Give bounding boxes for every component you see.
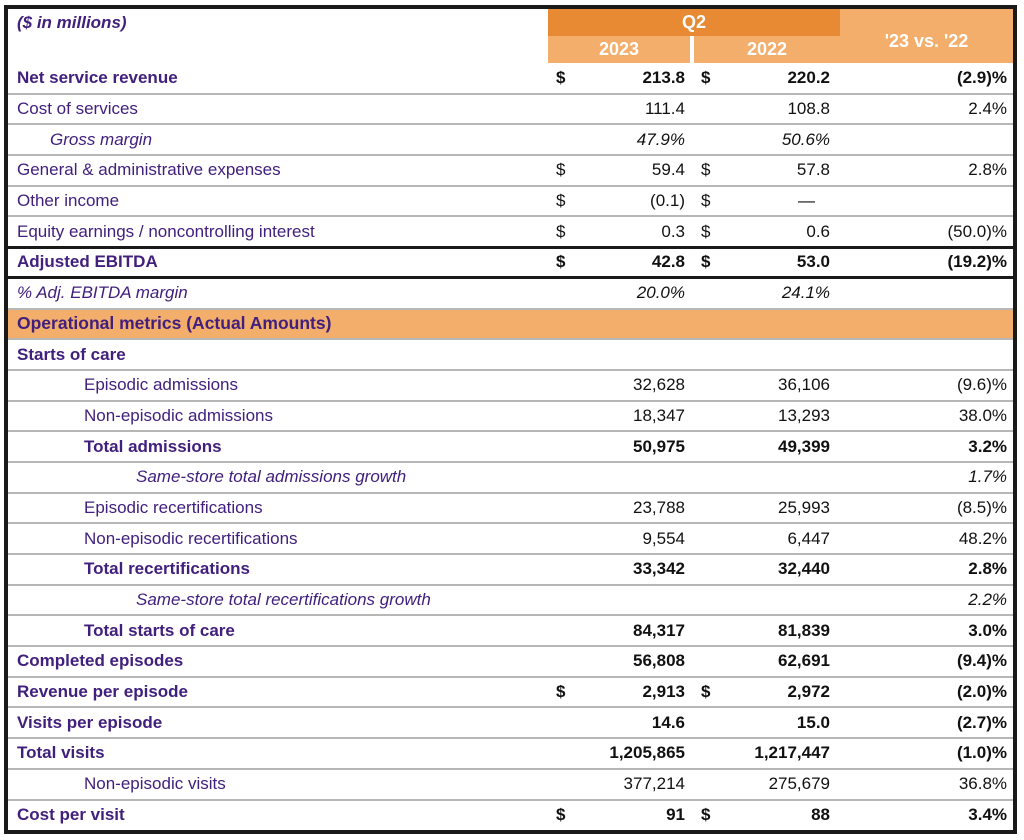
- units-note: ($ in millions): [8, 9, 548, 36]
- value-2023: 23,788: [633, 497, 685, 517]
- value-2022-cell: [692, 186, 840, 217]
- value-2022-cell: [692, 124, 840, 155]
- value-2022: 25,993: [778, 497, 831, 517]
- change-value: 3.4%: [968, 805, 1008, 825]
- dollar-sign: $: [701, 160, 711, 180]
- value-2022-cell: [692, 800, 840, 831]
- value-2022-cell: [692, 523, 840, 554]
- value-2022-cell: [692, 707, 840, 738]
- value-2022-cell: [692, 493, 840, 524]
- row-label: Same-store total recertifications growth: [136, 590, 431, 610]
- change-value: (19.2)%: [947, 252, 1008, 272]
- value-2023: 9,554: [642, 528, 685, 548]
- value-2023: 111.4: [644, 99, 685, 119]
- dollar-sign: $: [701, 191, 711, 211]
- header-spacer: [8, 36, 548, 63]
- value-2023: 20.0%: [636, 283, 685, 303]
- value-2023-cell: [548, 124, 692, 155]
- change-value: (9.6)%: [956, 375, 1008, 395]
- change-value: [840, 339, 1013, 370]
- dollar-sign: $: [556, 67, 566, 87]
- table-row: [8, 339, 1013, 370]
- year-2023-header: 2023: [548, 36, 692, 63]
- change-value: [840, 186, 1013, 217]
- value-2022-cell: [692, 585, 840, 616]
- value-2022: 88: [811, 805, 831, 825]
- year-2022-header: 2022: [692, 36, 840, 63]
- row-label: Completed episodes: [17, 651, 184, 671]
- value-2022-cell: [692, 615, 840, 646]
- value-2023-cell: [548, 493, 692, 524]
- value-2022-cell: [692, 278, 840, 309]
- dollar-sign: $: [556, 252, 566, 272]
- value-2022-cell: [692, 646, 840, 677]
- value-2022: 6,447: [787, 528, 831, 548]
- table-row: [8, 646, 1013, 677]
- value-2023-cell: [548, 707, 692, 738]
- row-label: Non-episodic visits: [84, 774, 226, 794]
- value-2023: (0.1): [650, 191, 685, 211]
- table-row: [8, 278, 1013, 309]
- table-row: [8, 769, 1013, 800]
- value-2023-cell: [548, 585, 692, 616]
- table-row: [8, 401, 1013, 432]
- row-label: Cost of services: [17, 99, 138, 119]
- value-2022-cell: [692, 370, 840, 401]
- row-label: Starts of care: [17, 344, 126, 364]
- value-2022-cell: [692, 554, 840, 585]
- value-2022-cell: [692, 677, 840, 708]
- section-header: Operational metrics (Actual Amounts): [8, 309, 1013, 340]
- change-value: (2.9)%: [956, 67, 1008, 87]
- change-value: (2.7)%: [956, 712, 1008, 732]
- change-value: 1.7%: [968, 467, 1008, 487]
- change-value: [840, 278, 1013, 309]
- value-2023: 42.8: [651, 252, 685, 272]
- value-2022-cell: [692, 738, 840, 769]
- table-row: [8, 462, 1013, 493]
- row-label: General & administrative expenses: [17, 160, 281, 180]
- row-label: Cost per visit: [17, 805, 125, 825]
- value-2022: —: [798, 191, 816, 211]
- value-2022: 53.0: [796, 252, 831, 272]
- value-2022: 24.1%: [781, 283, 831, 303]
- table-row: [8, 493, 1013, 524]
- value-2022-cell: [692, 63, 840, 94]
- value-2023-cell: [548, 646, 692, 677]
- value-2023: 14.6: [651, 712, 685, 732]
- table-row: [8, 585, 1013, 616]
- value-2023-cell: [548, 186, 692, 217]
- value-2023-cell: [548, 278, 692, 309]
- table-row: [8, 124, 1013, 155]
- row-label: Net service revenue: [17, 67, 178, 87]
- value-2023-cell: [548, 155, 692, 186]
- change-value: (2.0)%: [956, 682, 1008, 702]
- row-label: % Adj. EBITDA margin: [17, 283, 188, 303]
- table-row: [8, 94, 1013, 125]
- value-2022-cell: [692, 216, 840, 247]
- row-label: Other income: [17, 191, 120, 211]
- row-label: Total visits: [17, 743, 105, 763]
- table-body: [8, 63, 1013, 830]
- value-2022: 15.0: [796, 712, 831, 732]
- financial-table: [4, 5, 1017, 834]
- value-2022: 108.8: [787, 99, 831, 119]
- change-value: (8.5)%: [956, 497, 1008, 517]
- table-row: [8, 216, 1013, 247]
- value-2023-cell: [548, 523, 692, 554]
- value-2023: 32,628: [633, 375, 685, 395]
- table-row: [8, 63, 1013, 94]
- change-value: 36.8%: [958, 774, 1008, 794]
- value-2023-cell: [548, 800, 692, 831]
- change-value: 3.0%: [968, 620, 1008, 640]
- row-label: Episodic admissions: [84, 375, 239, 395]
- value-2022-cell: [692, 339, 840, 370]
- row-label: Revenue per episode: [17, 682, 189, 702]
- value-2023-cell: [548, 462, 692, 493]
- value-2022: 57.8: [796, 160, 831, 180]
- value-2022-cell: [692, 94, 840, 125]
- change-column-header: '23 vs. '22: [840, 9, 1013, 63]
- table-row: [8, 186, 1013, 217]
- value-2023: 56,808: [633, 651, 685, 671]
- value-2023-cell: [548, 216, 692, 247]
- value-2022: 275,679: [768, 774, 831, 794]
- dollar-sign: $: [556, 805, 566, 825]
- value-2023: 59.4: [651, 160, 685, 180]
- row-label: Episodic recertifications: [84, 497, 263, 517]
- row-label: Non-episodic recertifications: [84, 528, 298, 548]
- change-value: 2.4%: [968, 99, 1008, 119]
- row-label: Equity earnings / noncontrolling interest: [17, 221, 315, 241]
- dollar-sign: $: [701, 221, 711, 241]
- value-2022: 0.6: [806, 221, 831, 241]
- row-label: Gross margin: [50, 129, 153, 149]
- value-2023: 47.9%: [636, 129, 685, 149]
- table-row: [8, 800, 1013, 831]
- change-value: (50.0)%: [947, 221, 1008, 241]
- table-header: [8, 9, 1013, 63]
- value-2022: 32,440: [778, 559, 831, 579]
- value-2022: 49,399: [778, 436, 831, 456]
- dollar-sign: $: [701, 682, 711, 702]
- quarter-header: Q2: [548, 9, 840, 36]
- change-value: (9.4)%: [956, 651, 1008, 671]
- value-2022-cell: [692, 247, 840, 278]
- dollar-sign: $: [556, 221, 566, 241]
- value-2023-cell: [548, 401, 692, 432]
- table-row: [8, 247, 1013, 278]
- value-2023: 33,342: [633, 559, 685, 579]
- change-value: [840, 124, 1013, 155]
- table-row: [8, 370, 1013, 401]
- dollar-sign: $: [556, 191, 566, 211]
- value-2023: 2,913: [642, 682, 685, 702]
- dollar-sign: $: [556, 682, 566, 702]
- change-value: 3.2%: [968, 436, 1008, 456]
- value-2023: 91: [666, 805, 685, 825]
- value-2023: 18,347: [633, 405, 685, 425]
- value-2022-cell: [692, 401, 840, 432]
- section-row: [8, 309, 1013, 340]
- table-row: [8, 155, 1013, 186]
- value-2022-cell: [692, 769, 840, 800]
- value-2023-cell: [548, 370, 692, 401]
- change-value: (1.0)%: [956, 743, 1008, 763]
- change-value: 2.8%: [968, 160, 1008, 180]
- value-2022: 36,106: [778, 375, 831, 395]
- value-2022: 13,293: [778, 405, 831, 425]
- header-row-quarter: [8, 9, 1013, 36]
- value-2022-cell: [692, 462, 840, 493]
- value-2023-cell: [548, 247, 692, 278]
- value-2022: 220.2: [787, 67, 831, 87]
- change-value: 2.2%: [968, 590, 1008, 610]
- row-label: Total admissions: [84, 436, 222, 456]
- value-2022: 1,217,447: [754, 743, 831, 763]
- value-2023: 1,205,865: [609, 743, 685, 763]
- table-row: [8, 707, 1013, 738]
- dollar-sign: $: [701, 805, 711, 825]
- value-2022-cell: [692, 431, 840, 462]
- value-2022: 2,972: [787, 682, 831, 702]
- metrics-table: [8, 9, 1013, 830]
- table-row: [8, 523, 1013, 554]
- change-value: 48.2%: [958, 528, 1008, 548]
- value-2023-cell: [548, 554, 692, 585]
- value-2023: 0.3: [661, 221, 685, 241]
- table-row: [8, 554, 1013, 585]
- value-2023-cell: [548, 431, 692, 462]
- row-label: Non-episodic admissions: [84, 405, 273, 425]
- value-2023-cell: [548, 769, 692, 800]
- table-row: [8, 431, 1013, 462]
- row-label: Total starts of care: [84, 620, 235, 640]
- row-label: Adjusted EBITDA: [17, 252, 158, 272]
- table-row: [8, 615, 1013, 646]
- change-value: 38.0%: [958, 405, 1008, 425]
- value-2023-cell: [548, 339, 692, 370]
- value-2023: 377,214: [623, 774, 685, 794]
- value-2022: 50.6%: [781, 129, 831, 149]
- value-2023: 213.8: [642, 67, 685, 87]
- value-2023-cell: [548, 677, 692, 708]
- dollar-sign: $: [556, 160, 566, 180]
- value-2022: 62,691: [778, 651, 831, 671]
- value-2023: 84,317: [633, 620, 685, 640]
- value-2022-cell: [692, 155, 840, 186]
- dollar-sign: $: [701, 67, 711, 87]
- row-label: Total recertifications: [84, 559, 250, 579]
- row-label: Visits per episode: [17, 712, 163, 732]
- row-label: Same-store total admissions growth: [136, 467, 407, 487]
- value-2023-cell: [548, 738, 692, 769]
- value-2023-cell: [548, 63, 692, 94]
- change-value: 2.8%: [968, 559, 1008, 579]
- value-2022: 81,839: [778, 620, 831, 640]
- value-2023-cell: [548, 615, 692, 646]
- table-row: [8, 677, 1013, 708]
- table-row: [8, 738, 1013, 769]
- value-2023: 50,975: [633, 436, 685, 456]
- dollar-sign: $: [701, 252, 711, 272]
- value-2023-cell: [548, 94, 692, 125]
